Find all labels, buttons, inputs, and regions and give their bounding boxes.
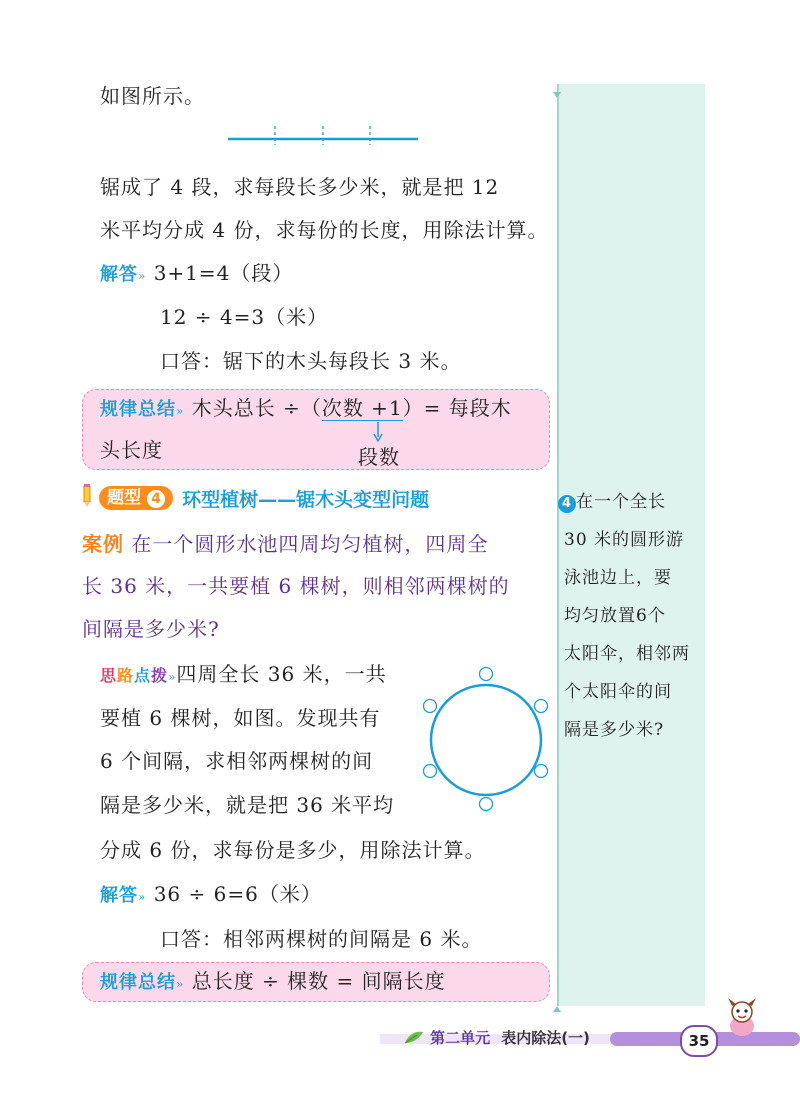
paragraph1-line2: 米平均分成 4 份，求每份的长度，用除法计算。 <box>100 218 549 242</box>
idea-line5: 分成 6 份，求每份是多少，用除法计算。 <box>100 838 486 862</box>
answer1-eq2: 12 ÷ 4=3（米） <box>160 305 329 329</box>
type-heading <box>80 484 429 510</box>
summary2-chevron: » <box>176 977 185 991</box>
answer2-eq1: 36 ÷ 6=6（米） <box>153 882 322 906</box>
summary1-line1 <box>100 394 512 425</box>
summary1-sub-label: 段数 <box>358 445 400 469</box>
idea-label: 思路点拨 <box>100 666 169 685</box>
leaf-icon <box>403 1029 425 1049</box>
footer-topic: 表内除法(一) <box>501 1029 590 1047</box>
summary1-text-a: 木头总长 ÷（ <box>191 396 322 420</box>
idea-chevron: » <box>168 670 177 684</box>
answer2-label: 解答 <box>100 885 138 906</box>
summary1-line2: 头长度 <box>100 438 163 462</box>
summary1-arrow <box>373 422 383 442</box>
idea-line4: 隔是多少米，就是把 36 米平均 <box>100 793 395 817</box>
circle-tree-diagram <box>418 664 554 814</box>
pencil-icon <box>80 484 94 512</box>
answer1-oral: 口答：锯下的木头每段长 3 米。 <box>160 349 462 373</box>
case-text-1: 在一个圆形水池四周均匀植树，四周全 <box>131 532 489 556</box>
side-line-7: 隔是多少米? <box>564 720 665 740</box>
idea-line3: 6 个间隔，求相邻两棵树的间 <box>100 749 374 773</box>
side-exercise-number: 4 <box>558 495 576 513</box>
side-exercise <box>558 483 703 749</box>
type-tag-label: 题型 <box>107 488 142 508</box>
case-label: 案例 <box>82 532 124 556</box>
top-text: 如图所示。 <box>100 84 205 108</box>
idea-line2: 要植 6 棵树，如图。发现共有 <box>100 706 381 730</box>
type-tag <box>99 486 173 510</box>
side-line-1: 在一个全长 <box>576 492 666 512</box>
answer2-oral: 口答：相邻两棵树的间隔是 6 米。 <box>160 927 483 951</box>
side-line-6: 个太阳伞的间 <box>564 682 672 702</box>
summary2-text: 总长度 ÷ 棵数 = 间隔长度 <box>191 969 446 993</box>
panel-top-marker <box>552 84 562 92</box>
summary2-label: 规律总结 <box>100 972 176 993</box>
answer1-label: 解答 <box>100 264 138 285</box>
footer-label <box>403 1027 590 1049</box>
case-line2: 长 36 米，一共要植 6 棵树，则相邻两棵树的 <box>82 574 510 598</box>
side-line-3: 泳池边上，要 <box>564 568 672 588</box>
side-line-4: 均匀放置6个 <box>564 606 666 626</box>
side-line-2: 30 米的圆形游 <box>564 530 685 550</box>
side-line-5: 太阳伞，相邻两 <box>564 644 690 664</box>
answer1-eq1: 3+1=4（段） <box>153 261 294 285</box>
cartoon-mascot-icon <box>722 996 762 1038</box>
footer-unit: 第二单元 <box>430 1029 491 1047</box>
type-title: 环型植树——锯木头变型问题 <box>182 488 430 511</box>
summary1-text-c: ）= 每段木 <box>402 396 512 420</box>
answer1-line1 <box>100 259 293 290</box>
answer2-line1 <box>100 880 322 911</box>
case-line1 <box>82 530 488 558</box>
page-number: 35 <box>680 1025 718 1057</box>
panel-bottom-marker <box>552 998 562 1006</box>
idea-text-1: 四周全长 36 米，一共 <box>176 662 387 686</box>
idea-line1 <box>100 660 387 691</box>
summary1-text-b: 次数 +1 <box>321 396 403 420</box>
summary1-label: 规律总结 <box>100 399 176 420</box>
type-number: 4 <box>147 490 165 508</box>
answer2-chevron: » <box>138 890 147 904</box>
paragraph1-line1: 锯成了 4 段，求每段长多少米，就是把 12 <box>100 175 500 199</box>
summary2-line <box>100 967 446 998</box>
wood-cut-diagram <box>228 124 420 146</box>
answer1-chevron: » <box>138 269 147 283</box>
summary1-chevron: » <box>176 404 185 418</box>
case-line3: 间隔是多少米? <box>82 617 220 641</box>
